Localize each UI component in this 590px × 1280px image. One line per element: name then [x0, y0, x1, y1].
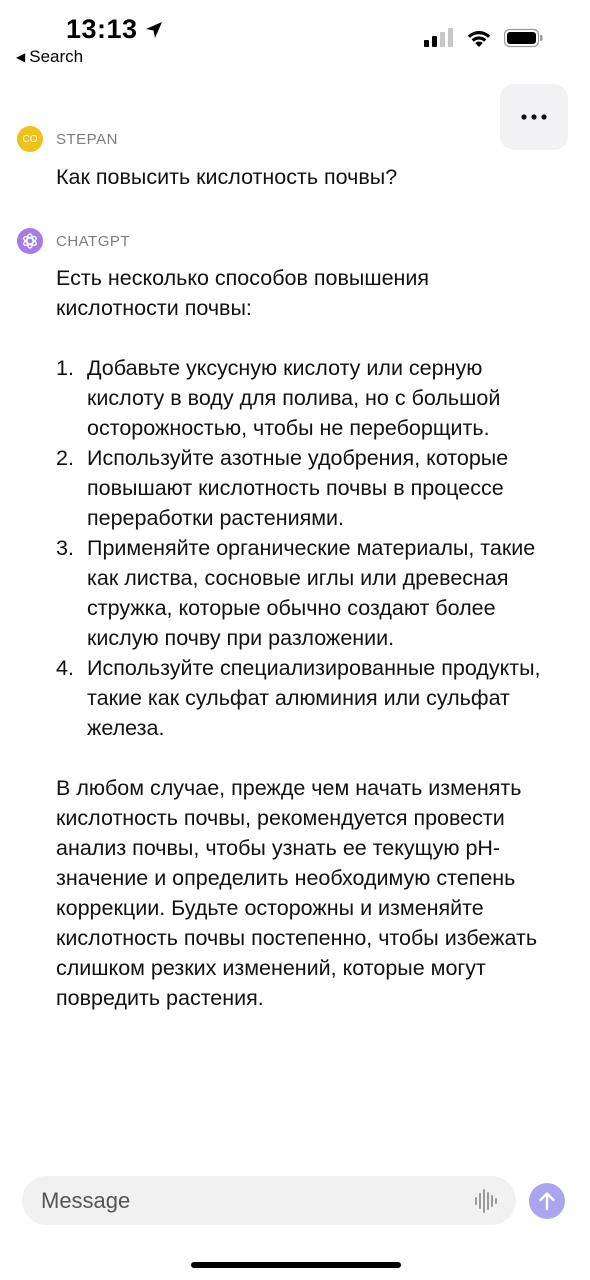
list-item-number: 3. — [56, 536, 74, 560]
list-item-text: Используйте специализированные продукты, такие как сульфат алюминия или сульфат железа. — [87, 656, 541, 740]
message-composer — [22, 1176, 516, 1225]
list-item — [56, 653, 556, 743]
user-avatar-initials: CO — [22, 133, 38, 145]
list-item — [56, 533, 556, 653]
openai-logo-icon — [21, 232, 39, 250]
send-button[interactable] — [529, 1183, 565, 1219]
assistant-intro: Есть несколько способов повышения кислотности почвы: — [56, 266, 430, 320]
status-indicators — [424, 28, 544, 48]
list-item-number: 4. — [56, 656, 74, 680]
message-input[interactable] — [41, 1188, 474, 1214]
assistant-sender-row — [17, 228, 130, 254]
back-search-label: Search — [29, 47, 84, 66]
user-avatar — [17, 126, 43, 152]
location-arrow-icon — [144, 20, 164, 40]
wifi-icon — [466, 28, 492, 48]
assistant-outro: В любом случае, прежде чем начать изменять кислотность почвы, рекомендуется провести анализ почвы, чтобы узнать ее текущую pH-значение и определить необходимую степень коррекции. Будьте осторожны и изменяйте кислотность почвы постепенно, чтобы избежать слишком резких изменений, которые могут повредить растения. — [56, 776, 538, 1010]
list-item-text: Используйте азотные удобрения, которые повышают кислотность почвы в процессе переработки растениями. — [87, 446, 509, 530]
back-to-search-button[interactable] — [16, 47, 83, 67]
user-sender-name: STEPAN — [56, 130, 118, 148]
list-item-text: Применяйте органические материалы, такие как листва, сосновые иглы или древесная стружка, которые обычно создают более кислую почву при разложении. — [87, 536, 536, 650]
battery-icon — [504, 28, 544, 48]
voice-waveform-icon — [474, 1187, 500, 1215]
list-item — [56, 353, 556, 443]
user-sender-row — [17, 126, 118, 152]
more-options-button[interactable] — [500, 84, 568, 150]
list-item-number: 1. — [56, 356, 74, 380]
assistant-message — [56, 263, 556, 1013]
status-time — [66, 14, 164, 45]
back-triangle-icon: ◀ — [16, 50, 26, 64]
list-item-number: 2. — [56, 446, 74, 470]
list-item — [56, 443, 556, 533]
assistant-list — [56, 353, 556, 743]
list-item-text: Добавьте уксусную кислоту или серную кислоту в воду для полива, но с большой осторожностью, чтобы не переборщить. — [87, 356, 501, 440]
more-horizontal-icon — [521, 114, 547, 120]
status-time-text: 13:13 — [66, 14, 138, 44]
arrow-up-icon — [538, 1191, 556, 1211]
voice-input-button[interactable] — [474, 1187, 500, 1215]
assistant-avatar — [17, 228, 43, 254]
cellular-signal-icon — [424, 28, 454, 48]
home-indicator[interactable] — [191, 1262, 401, 1268]
user-message: Как повысить кислотность почвы? — [56, 165, 398, 189]
assistant-sender-name: CHATGPT — [56, 232, 131, 250]
